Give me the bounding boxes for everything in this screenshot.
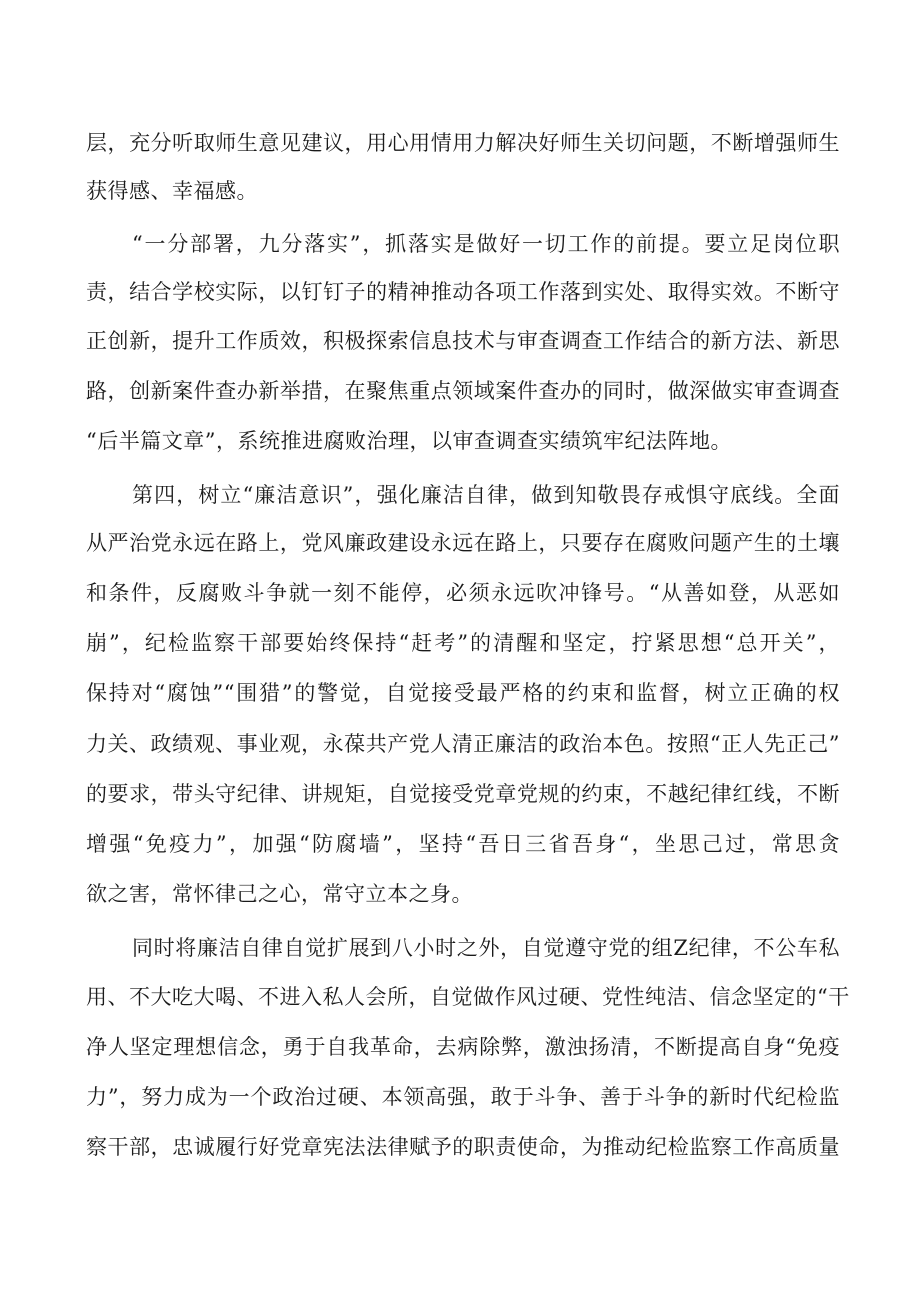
paragraph-3-line-7: 的要求，带头守纪律、讲规矩，自觉接受党章党规的约束，不越纪律红线，不断 (86, 782, 840, 806)
paragraph-2-line-2: 责，结合学校实际，以钉钉子的精神推动各项工作落到实处、取得实效。不断守 (86, 280, 840, 304)
paragraph-2-line-5: “后半篇文章”，系统推进腐败治理，以审查调查实绩筑牢纪法阵地。 (86, 429, 732, 453)
paragraph-1-line-1: 层，充分听取师生意见建议，用心用情用力解决好师生关切问题，不断增强师生 (86, 131, 840, 155)
paragraph-4-line-1: 同时将廉洁自律自觉扩展到八小时之外，自觉遵守党的组Z纪律，不公车私 (132, 936, 840, 960)
paragraph-4-line-2: 用、不大吃大喝、不进入私人会所，自觉做作风过硬、党性纯洁、信念坚定的“干 (86, 985, 850, 1009)
paragraph-1-line-2: 获得感、幸福感。 (86, 179, 258, 203)
paragraph-3-line-4: 崩”，纪检监察干部要始终保持“赶考”的清醒和坚定，拧紧思想“总开关”， (86, 631, 840, 655)
paragraph-3-line-2: 从严治党永远在路上，党风廉政建设永远在路上，只要存在腐败问题产生的土壤 (86, 531, 840, 555)
paragraph-2-line-4: 路，创新案件查办新举措，在聚焦重点领域案件查办的同时，做深做实审查调查 (86, 379, 840, 403)
paragraph-2-line-1: “一分部署，九分落实”，抓落实是做好一切工作的前提。要立足岗位职 (132, 232, 840, 256)
paragraph-2-line-3: 正创新，提升工作质效，积极探索信息技术与审查调查工作结合的新方法、新思 (86, 329, 840, 353)
paragraph-3-line-3: 和条件，反腐败斗争就一刻不能停，必须永远吹冲锋号。“从善如登，从恶如 (86, 581, 840, 605)
paragraph-3-line-5: 保持对“腐蚀”“围猎”的警觉，自觉接受最严格的约束和监督，树立正确的权 (86, 681, 840, 705)
paragraph-4-line-4: 力”，努力成为一个政治过硬、本领高强，敢于斗争、善于斗争的新时代纪检监 (86, 1085, 840, 1109)
paragraph-3-line-1: 第四，树立“廉洁意识”，强化廉洁自律，做到知敬畏存戒惧守底线。全面 (132, 483, 840, 507)
paragraph-4-line-5: 察干部，忠诚履行好党章宪法法律赋予的职责使命，为推动纪检监察工作高质量 (86, 1135, 840, 1159)
paragraph-3-line-6: 力关、政绩观、事业观，永葆共产党人清正廉洁的政治本色。按照“正人先正己” (86, 732, 840, 756)
paragraph-4-line-3: 净人坚定理想信念，勇于自我革命，去病除弊，激浊扬清，不断提高自身“免疫 (86, 1035, 840, 1059)
paragraph-3-line-9: 欲之害，常怀律己之心，常守立本之身。 (86, 882, 473, 906)
paragraph-3-line-8: 增强“免疫力”，加强“防腐墙”，坚持“吾日三省吾身“，坐思己过，常思贪 (86, 832, 840, 856)
